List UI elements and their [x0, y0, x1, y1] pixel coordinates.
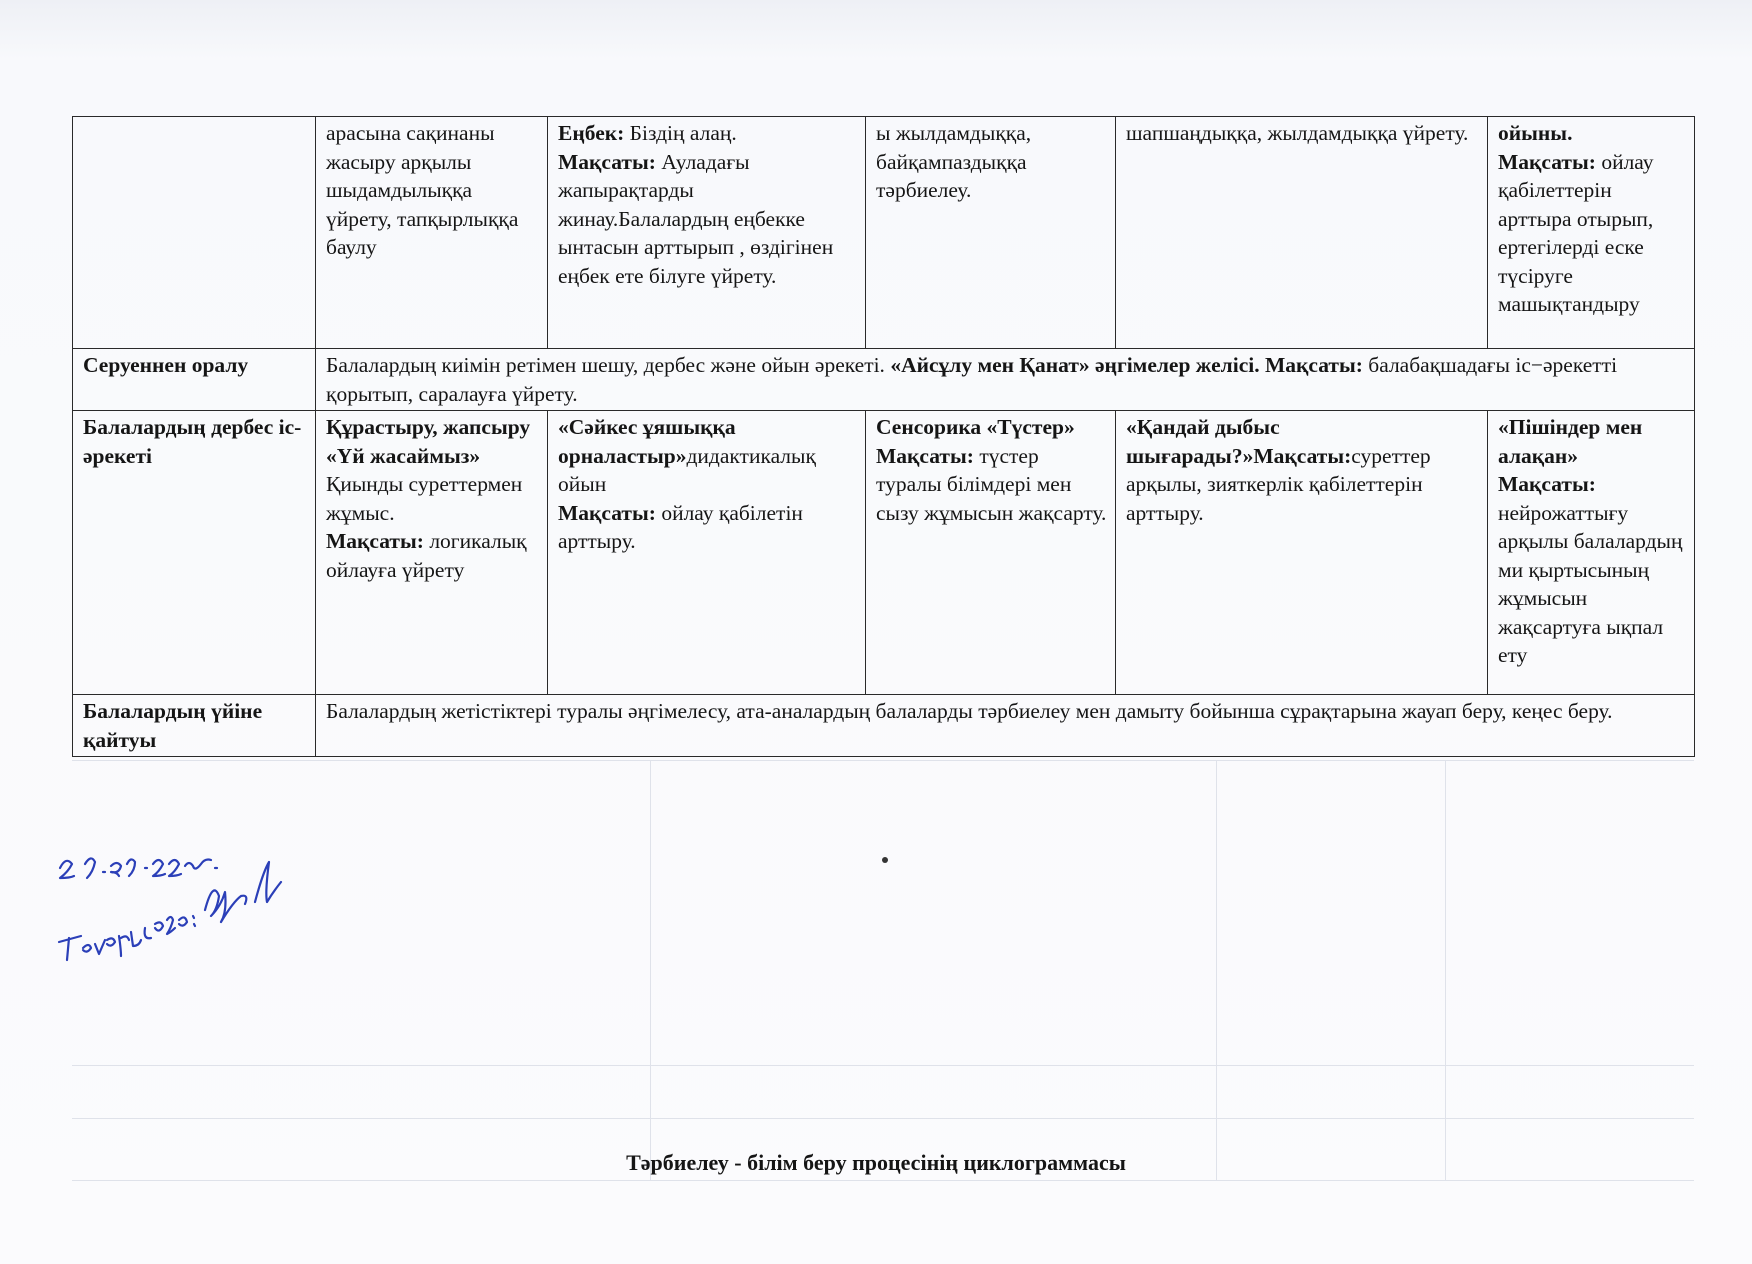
return-walk-text: Балалардың киімін ретімен шешу, дербес және ойын әрекеті.: [326, 353, 891, 377]
goal-label: Мақсаты:: [558, 500, 656, 525]
activity-goal: логикалық ойлауға үйрету: [326, 529, 527, 582]
activity-goal: ойлау қабілетін арттыру.: [558, 500, 803, 553]
table-row-top: [73, 117, 1695, 349]
goal-label: Мақсаты:: [1498, 149, 1596, 174]
activity-text: дидактикалық ойын: [558, 443, 816, 496]
cell-independent-monday: [316, 411, 548, 695]
handwritten-note: [55, 820, 315, 980]
game-title: ойыны.: [1498, 121, 1573, 145]
row-label-return-walk: Серуеннен оралу: [73, 349, 316, 411]
table-row-independent: [73, 411, 1695, 695]
activity-title: «Қандай дыбыс шығарады?»: [1126, 415, 1280, 468]
table-row-going-home: [73, 695, 1695, 757]
goal-label: Мақсаты:: [326, 529, 424, 553]
row-label-going-home: Балалардың үйіне қайтуы: [73, 695, 316, 757]
goal-label: Мақсаты:: [558, 149, 656, 174]
cell-independent-friday: [1488, 411, 1695, 695]
table-row-return-walk: [73, 349, 1695, 411]
labor-text: Біздің алаң.: [624, 121, 737, 145]
cell-independent-tuesday: [548, 411, 866, 695]
cell-label-empty: [73, 117, 316, 349]
bleed-line: [72, 760, 1694, 761]
activity-goal: суреттер арқылы, зияткерлік қабілеттерін арттыру.: [1126, 443, 1431, 525]
cell-independent-thursday: [1116, 411, 1488, 695]
activity-title: Сенсорика «Түстер»: [876, 415, 1075, 439]
cell-friday: [1488, 117, 1695, 349]
row-label-independent: Балалардың дербес іс-әрекеті: [73, 411, 316, 695]
bleed-line: [1216, 760, 1217, 1180]
activity-title: «Сәйкес ұяшыққа орналастыр»: [558, 415, 736, 468]
goal-label: Мақсаты:: [1253, 443, 1352, 468]
labor-goal: Ауладағы жапырақтарды жинау.Балалардың еңбекке ынтасын арттырып , өздігінен еңбек ете білуге үйрету.: [558, 149, 834, 288]
goal-label: Мақсаты:: [1498, 472, 1596, 496]
return-walk-story: «Айсұлу мен Қанат» әңгімелер желісі. Мақсаты:: [890, 353, 1363, 377]
page-footer-title: Тәрбиелеу - білім беру процесінің циклограммасы: [626, 1150, 1126, 1175]
bleed-line: [72, 1118, 1694, 1119]
bleed-line: [650, 760, 651, 1180]
cell-return-walk: [316, 349, 1695, 411]
ink-dot: [882, 857, 888, 863]
cell-thursday: шапшаңдыққа, жылдамдыққа үйрету.: [1116, 117, 1488, 349]
cell-wednesday: ы жылдамдыққа, байқампаздыққа тәрбиелеу.: [866, 117, 1116, 349]
game-goal: ойлау қабілеттерін арттыра отырып, ертегілерді еске түсіруге машықтандыру: [1498, 149, 1654, 316]
cell-independent-wednesday: [866, 411, 1116, 695]
labor-label: Еңбек:: [558, 121, 625, 145]
bleed-line: [1445, 760, 1446, 1180]
activity-goal: түстер туралы білімдері мен сызу жұмысын жақсарту.: [876, 443, 1107, 525]
bleed-line: [72, 1065, 1694, 1066]
activity-title: «Пішіндер мен алақан»: [1498, 415, 1643, 468]
cell-going-home: Балалардың жетістіктері туралы әңгімелесу, ата-аналардың балаларды тәрбиелеу мен дамыту бойынша сұрақтарына жауап беру, кеңес беру.: [316, 695, 1695, 757]
schedule-table: [72, 116, 1695, 757]
cell-monday: арасына сақинаны жасыру арқылы шыдамдылыққа үйрету, тапқырлыққа баулу: [316, 117, 548, 349]
bleed-line: [72, 1180, 1694, 1181]
goal-label: Мақсаты:: [876, 443, 974, 468]
return-walk-goal: балабақшадағы іс−әрекетті қорытып, саралауға үйрету.: [326, 353, 1618, 406]
activity-goal: нейрожаттығу арқылы балалардың ми қыртысының жұмысын жақсартуға ықпал ету: [1498, 500, 1683, 667]
cell-tuesday: [548, 117, 866, 349]
activity-text: Қиынды суреттермен жұмыс.: [326, 472, 523, 525]
activity-title: Құрастыру, жапсыру «Үй жасаймыз»: [326, 415, 531, 468]
